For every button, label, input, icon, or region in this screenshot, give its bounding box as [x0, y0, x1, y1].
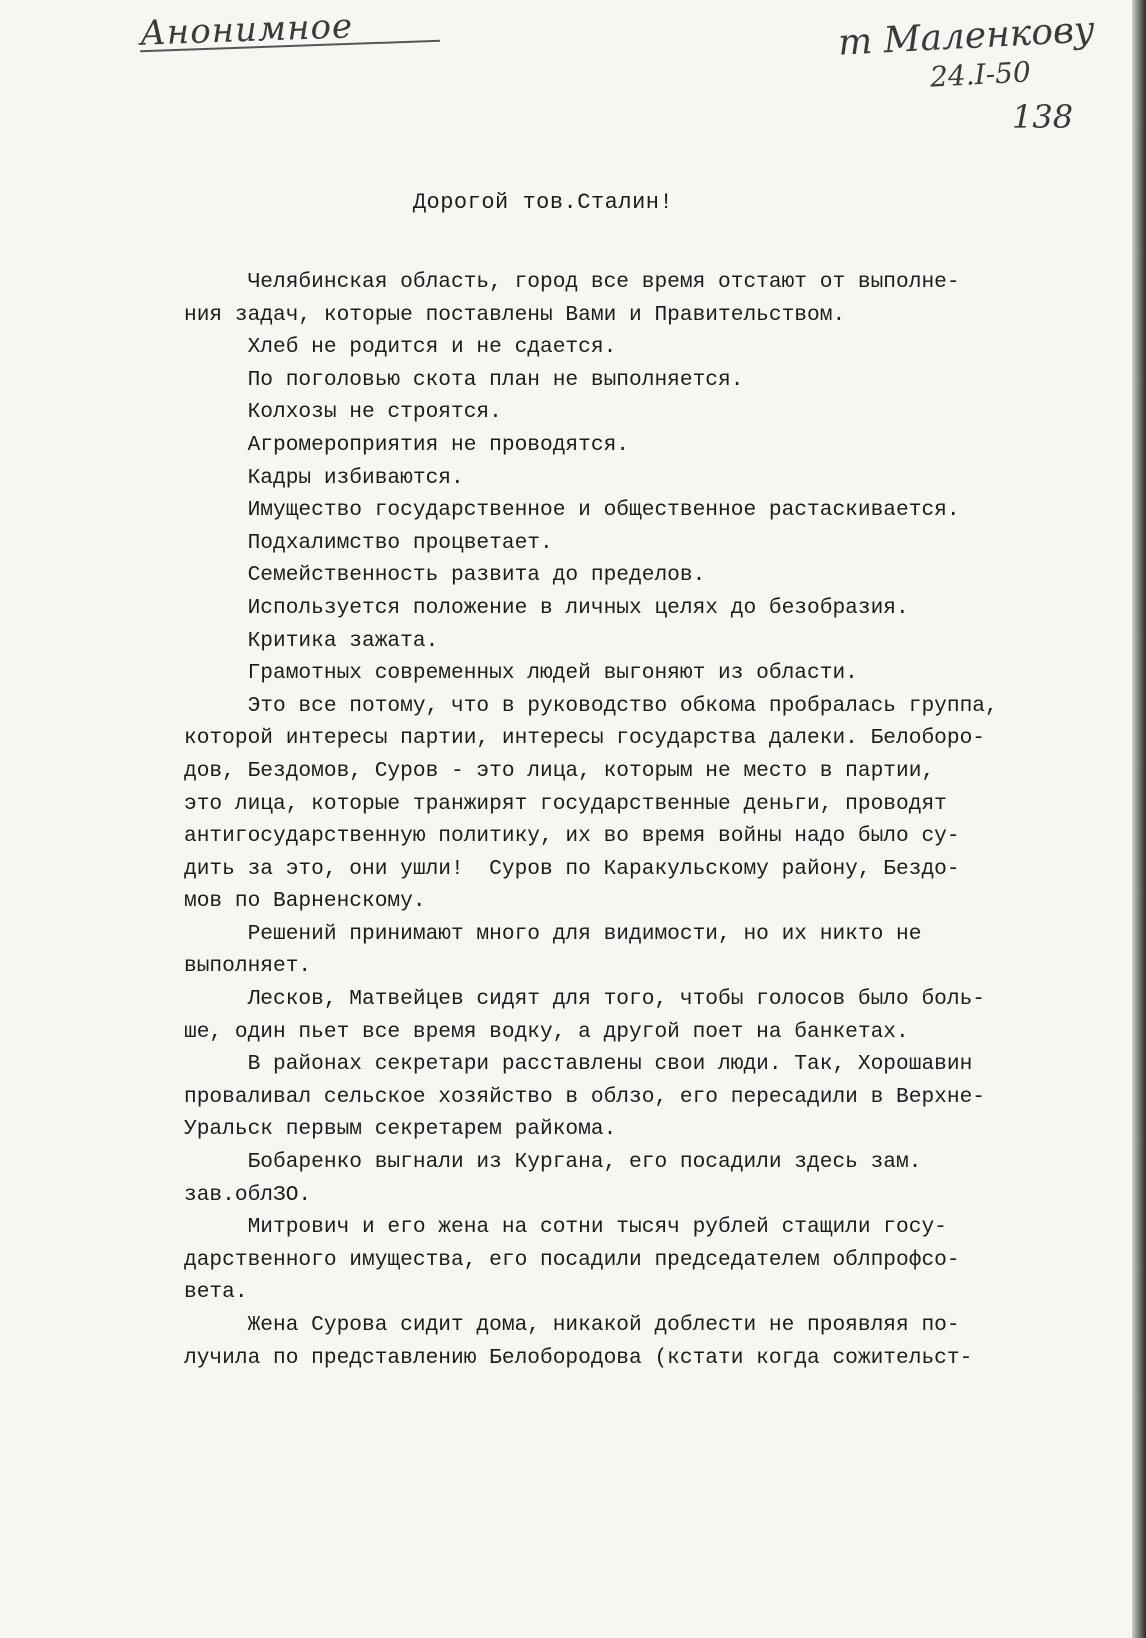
- letter-line: вета.: [184, 1280, 248, 1305]
- letter-line: проваливал сельское хозяйство в облзо, его пересадили в Верхне-: [184, 1084, 986, 1109]
- letter-line: Подхалимство процветает.: [184, 530, 553, 555]
- letter-line: Хлеб не родится и не сдается.: [184, 335, 617, 360]
- handwritten-date: 24.I-50: [929, 55, 1032, 94]
- letter-line: мов по Варненскому.: [184, 889, 426, 914]
- letter-line: Критика зажата.: [184, 628, 439, 653]
- letter-line: зав.облЗО.: [184, 1182, 312, 1207]
- letter-line: дить за это, они ушли! Суров по Каракульскому району, Бездо-: [184, 856, 960, 881]
- letter-line: Используется положение в личных целях до безобразия.: [184, 595, 909, 620]
- letter-line: Челябинская область, город все время отстают от выполне-: [184, 270, 960, 294]
- letter-line: Решений принимают много для видимости, но их никто не: [184, 921, 922, 946]
- letter-line: Агромероприятия не проводятся.: [184, 432, 630, 457]
- letter-line: Уральск первым секретарем райкома.: [184, 1117, 617, 1142]
- letter-line: дарственного имущества, его посадили председателем облпрофсо-: [184, 1247, 960, 1272]
- letter-line: Кадры избиваются.: [184, 465, 464, 490]
- letter-line: ше, один пьет все время водку, а другой поет на банкетах.: [184, 1019, 909, 1044]
- letter-line: Бобаренко выгнали из Кургана, его посадили здесь зам.: [184, 1150, 922, 1175]
- page-number: 138: [1012, 98, 1074, 136]
- letter-line: Семейственность развита до пределов.: [184, 563, 706, 588]
- letter-line: Это все потому, что в руководство обкома пробралась группа,: [184, 693, 998, 718]
- letter-line: Жена Сурова сидит дома, никакой доблести не проявляя по-: [184, 1313, 960, 1337]
- letter-line: Лесков, Матвейцев сидят для того, чтобы голосов было боль-: [184, 987, 986, 1012]
- page-edge-shadow: [1132, 0, 1146, 1638]
- letter-line: это лица, которые транжирят государственные деньги, проводят: [184, 791, 947, 816]
- letter-line: Колхозы не строятся.: [184, 400, 502, 425]
- handwritten-addressee: т Маленкову: [837, 9, 1096, 64]
- letter-body: [184, 266, 1114, 1374]
- letter-line: В районах секретари расставлены свои люди. Так, Хорошавин: [184, 1052, 973, 1077]
- letter-line: лучила по представлению Белобородова (кстати когда сожительст-: [184, 1345, 973, 1370]
- letter-line: антигосударственную политику, их во время войны надо было су-: [184, 824, 960, 849]
- letter-line: Грамотных современных людей выгоняют из области.: [184, 661, 858, 686]
- letter-line: ния задач, которые поставлены Вами и Правительством.: [184, 302, 846, 327]
- letter-line: выполняет.: [184, 954, 312, 979]
- letter-line: Имущество государственное и общественное растаскивается.: [184, 498, 960, 523]
- letter-salutation: Дорогой тов.Сталин!: [412, 190, 674, 215]
- letter-line: дов, Бездомов, Суров - это лица, которым не место в партии,: [184, 758, 935, 783]
- handwritten-note-anonymous: Анонимное: [139, 6, 354, 54]
- letter-line: Митрович и его жена на сотни тысяч рублей стащили госу-: [184, 1215, 947, 1240]
- letter-line: которой интересы партии, интересы государства далеки. Белоборо-: [184, 726, 986, 751]
- letter-line: По поголовью скота план не выполняется.: [184, 367, 744, 392]
